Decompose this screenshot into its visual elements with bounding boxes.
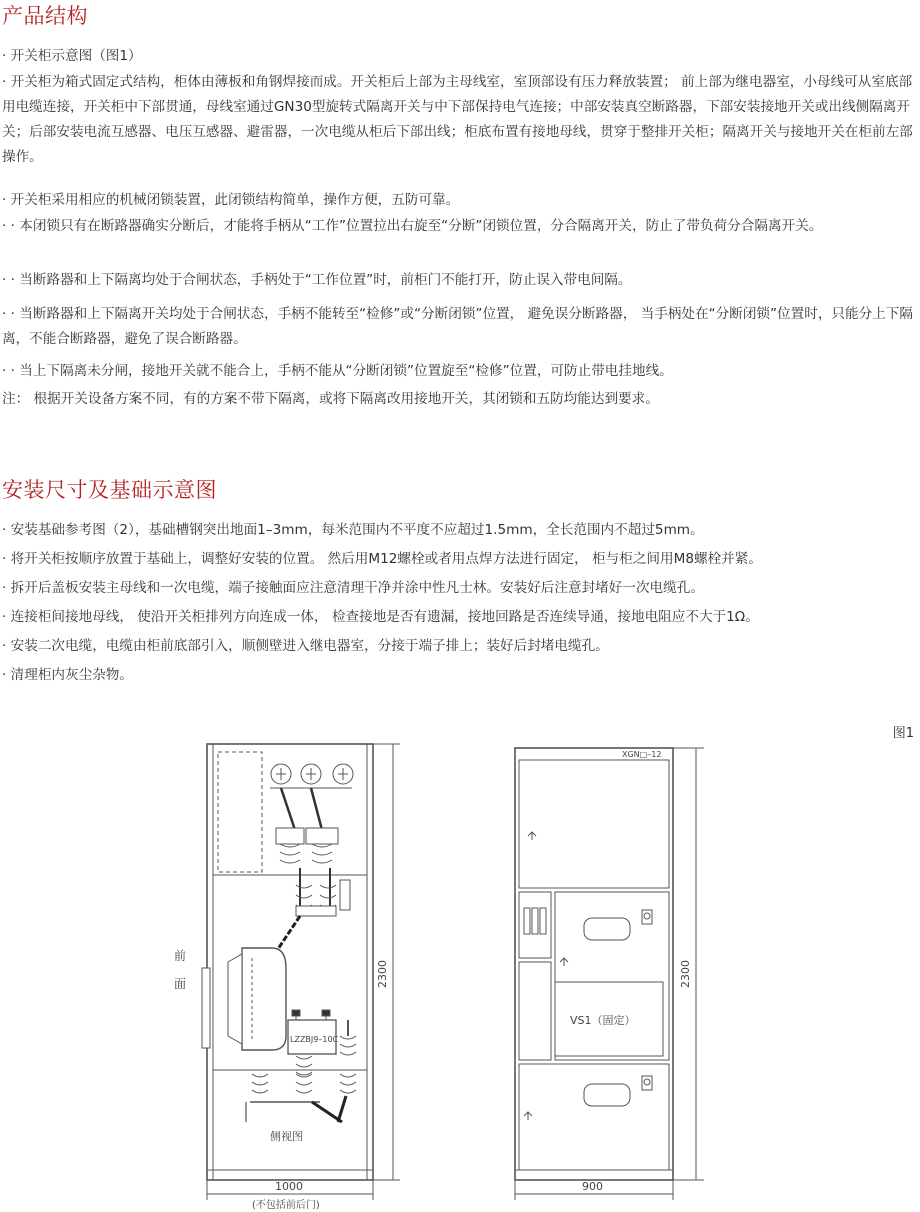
section-title-installation: 安装尺寸及基础示意图 [2,478,217,502]
paragraph: · · 本闭锁只有在断路器确实分断后，才能将手柄从“工作”位置拉出右旋至“分断”闭锁位置，分合隔离开关，防止了带负荷分合隔离开关。 [2,218,823,234]
front-view-height-dim: 2300 [679,960,692,988]
busbar-circles [270,764,353,788]
side-view-width-dim: 1000 [275,1180,303,1193]
side-view-width-note: (不包括前后门) [252,1200,320,1211]
paragraph: · 拆开后盖板安装主母线和一次电缆，端子接触面应注意清理干净并涂中性凡士林。安装好后注意封堵好一次电缆孔。 [2,580,704,596]
side-view-caption: 侧视图 [270,1130,303,1143]
paragraph: · 连接柜间接地母线， 使沿开关柜排列方向连成一体， 检查接地是否有遗漏，接地回路是否连续导通，接地电阻应不大于1Ω。 [2,609,759,625]
paragraph: · · 当断路器和上下隔离开关均处于合闸状态，手柄不能转至“检修”或“分断闭锁”位置， 避免误分断路器， 当手柄处在“分断闭锁”位置时，只能分上下隔离，不能合断路器，避免了误合断路器。 [2,306,913,347]
front-view-width-dim: 900 [582,1180,603,1193]
front-label-char-1: 前 [174,949,187,963]
front-view-model-label: XGN□–12 [622,750,662,759]
side-view-height-dim: 2300 [376,960,389,988]
section-title-product-structure: 产品结构 [2,4,88,28]
paragraph: · 安装基础参考图（2），基础槽钢突出地面1–3mm，每米范围内不平度不应超过1.5mm，全长范围内不超过5mm。 [2,522,704,538]
paragraph: · · 当上下隔离未分闸，接地开关就不能合上，手柄不能从“分断闭锁”位置旋至“检修”位置，可防止带电挂地线。 [2,363,673,379]
vacuum-breaker-side [228,948,286,1050]
front-view-dimensions [515,748,704,1200]
front-label-char-2: 面 [174,977,187,991]
upper-isolator [276,788,350,916]
meter-windows [524,908,652,1106]
paragraph: · 安装二次电缆，电缆由柜前底部引入，顺侧壁进入继电器室，分接于端子排上；装好后封堵电缆孔。 [2,638,609,654]
paragraph: · 开关柜为箱式固定式结构，柜体由薄板和角钢焊接而成。开关柜后上部为主母线室，室顶部设有压力释放装置； 前上部为继电器室，小母线可从室底部用电缆连接，开关柜中下部贯通，母线室通过GN30型旋转式隔离开关与中下部保持电气连接；中部安装真空断路器，下部安装接地开关或出线侧隔离开关；后部安装电流互感器、电压互感器、避雷器，一次电缆从柜后下部出线；柜底布置有接地母线，贯穿于整排开关柜；隔离开关与接地开关在柜前左部操作。 [2,74,913,165]
note-paragraph: 注： 根据开关设备方案不同，有的方案不带下隔离，或将下隔离改用接地开关，其闭锁和五防均能达到要求。 [2,391,659,407]
door-handles [524,832,568,1120]
operating-link [276,916,300,952]
current-transformer [288,1010,336,1054]
paragraph: · 开关柜示意图（图1） [2,48,142,64]
breaker-label: VS1（固定） [570,1014,636,1027]
paragraph: · 清理柜内灰尘杂物。 [2,667,133,683]
paragraph: · · 当断路器和上下隔离均处于合闸状态，手柄处于“工作位置”时，前柜门不能打开，防止误入带电间隔。 [2,272,632,288]
paragraph: · 将开关柜按顺序放置于基础上，调整好安装的位置。 然后用M12螺栓或者用点焊方法进行固定， 柜与柜之间用M8螺栓并紧。 [2,551,762,567]
front-view-cabinet [515,748,673,1180]
switchgear-drawing [0,730,920,1212]
paragraph: · 开关柜采用相应的机械闭锁装置，此闭锁结构简单，操作方便，五防可靠。 [2,192,460,208]
figure-label: 图1 [892,726,914,741]
ct-label: LZZBJ9–10C [290,1035,339,1044]
